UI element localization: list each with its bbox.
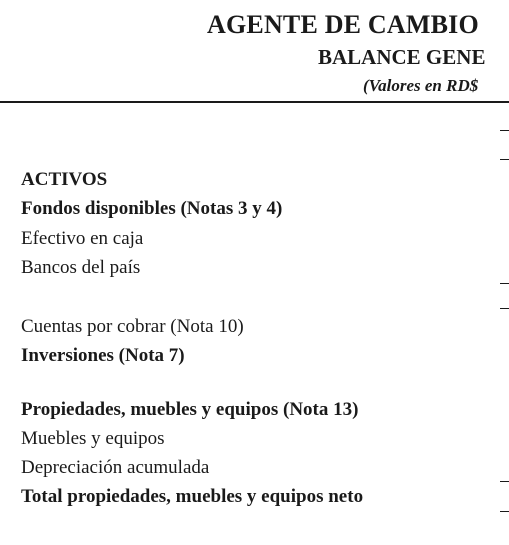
row-cuentas-por-cobrar: Cuentas por cobrar (Nota 10): [21, 316, 244, 337]
row-fondos-disponibles: Fondos disponibles (Notas 3 y 4): [21, 198, 283, 219]
column-dash: [500, 481, 509, 482]
column-dash: [500, 511, 509, 512]
document-title: AGENTE DE CAMBIO: [207, 10, 479, 39]
row-depreciacion-acumulada: Depreciación acumulada: [21, 457, 210, 478]
row-inversiones: Inversiones (Nota 7): [21, 345, 185, 366]
column-dash: [500, 130, 509, 131]
column-dash: [500, 308, 509, 309]
header-rule: [0, 101, 509, 103]
row-muebles-y-equipos: Muebles y equipos: [21, 428, 165, 449]
section-activos: ACTIVOS: [21, 169, 108, 190]
currency-note: (Valores en RD$: [363, 76, 479, 95]
column-dash: [500, 283, 509, 284]
section-propiedades: Propiedades, muebles y equipos (Nota 13): [21, 399, 359, 420]
row-total-propiedades: Total propiedades, muebles y equipos neto: [21, 486, 364, 507]
row-bancos-del-pais: Bancos del país: [21, 257, 141, 278]
document-subtitle: BALANCE GENE: [318, 45, 486, 69]
row-efectivo-en-caja: Efectivo en caja: [21, 228, 144, 249]
column-dash: [500, 159, 509, 160]
